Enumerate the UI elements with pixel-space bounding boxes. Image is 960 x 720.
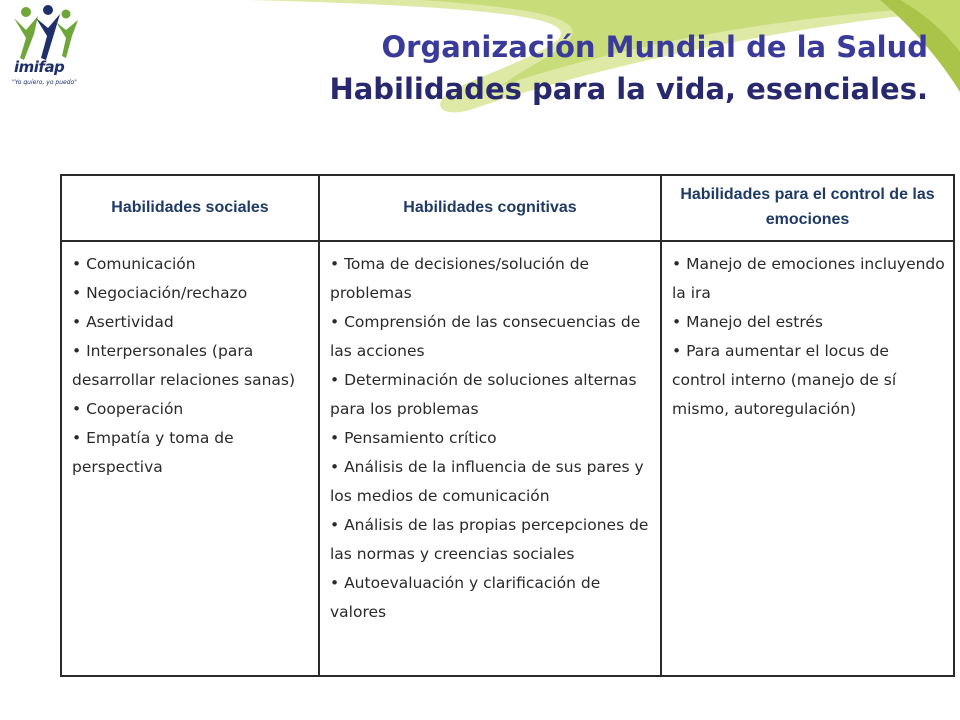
list-item: • Cooperación: [72, 395, 310, 424]
figures-logo-icon: [10, 4, 88, 64]
cognitive-skills-cell: [319, 241, 661, 676]
table-body-row: [61, 241, 954, 676]
list-item: • Toma de decisiones/solución de problemas: [330, 250, 652, 308]
list-item: • Comprensión de las consecuencias de las acciones: [330, 308, 652, 366]
list-item: • Para aumentar el locus de control interno (manejo de sí mismo, autoregulación): [672, 337, 945, 424]
list-item: • Autoevaluación y clarificación de valores: [330, 569, 652, 627]
logo-wordmark: imifap: [14, 58, 65, 76]
header-cognitive-skills: Habilidades cognitivas: [319, 175, 661, 241]
logo-tagline: "Yo quiero, yo puedo": [12, 79, 77, 86]
list-item: • Pensamiento crítico: [330, 424, 652, 453]
header-emotion-control-skills: Habilidades para el control de las emociones: [661, 175, 954, 241]
skills-table: [60, 174, 955, 677]
list-item: • Determinación de soluciones alternas para los problemas: [330, 366, 652, 424]
table-header-row: [61, 175, 954, 241]
header-social-skills: Habilidades sociales: [61, 175, 319, 241]
list-item: • Interpersonales (para desarrollar relaciones sanas): [72, 337, 310, 395]
list-item: • Manejo del estrés: [672, 308, 945, 337]
social-skills-list: [72, 250, 310, 482]
emotion-control-skills-list: [672, 250, 945, 424]
list-item: • Negociación/rechazo: [72, 279, 310, 308]
list-item: • Manejo de emociones incluyendo la ira: [672, 250, 945, 308]
title-line-2: Habilidades para la vida, esenciales.: [329, 72, 928, 106]
list-item: • Análisis de las propias percepciones de las normas y creencias sociales: [330, 511, 652, 569]
list-item: • Análisis de la influencia de sus pares y los medios de comunicación: [330, 453, 652, 511]
list-item: • Empatía y toma de perspectiva: [72, 424, 310, 482]
list-item: • Asertividad: [72, 308, 310, 337]
title-line-1: Organización Mundial de la Salud: [381, 30, 928, 64]
emotion-control-skills-cell: [661, 241, 954, 676]
page-title: [329, 26, 928, 110]
list-item: • Comunicación: [72, 250, 310, 279]
social-skills-cell: [61, 241, 319, 676]
cognitive-skills-list: [330, 250, 652, 627]
